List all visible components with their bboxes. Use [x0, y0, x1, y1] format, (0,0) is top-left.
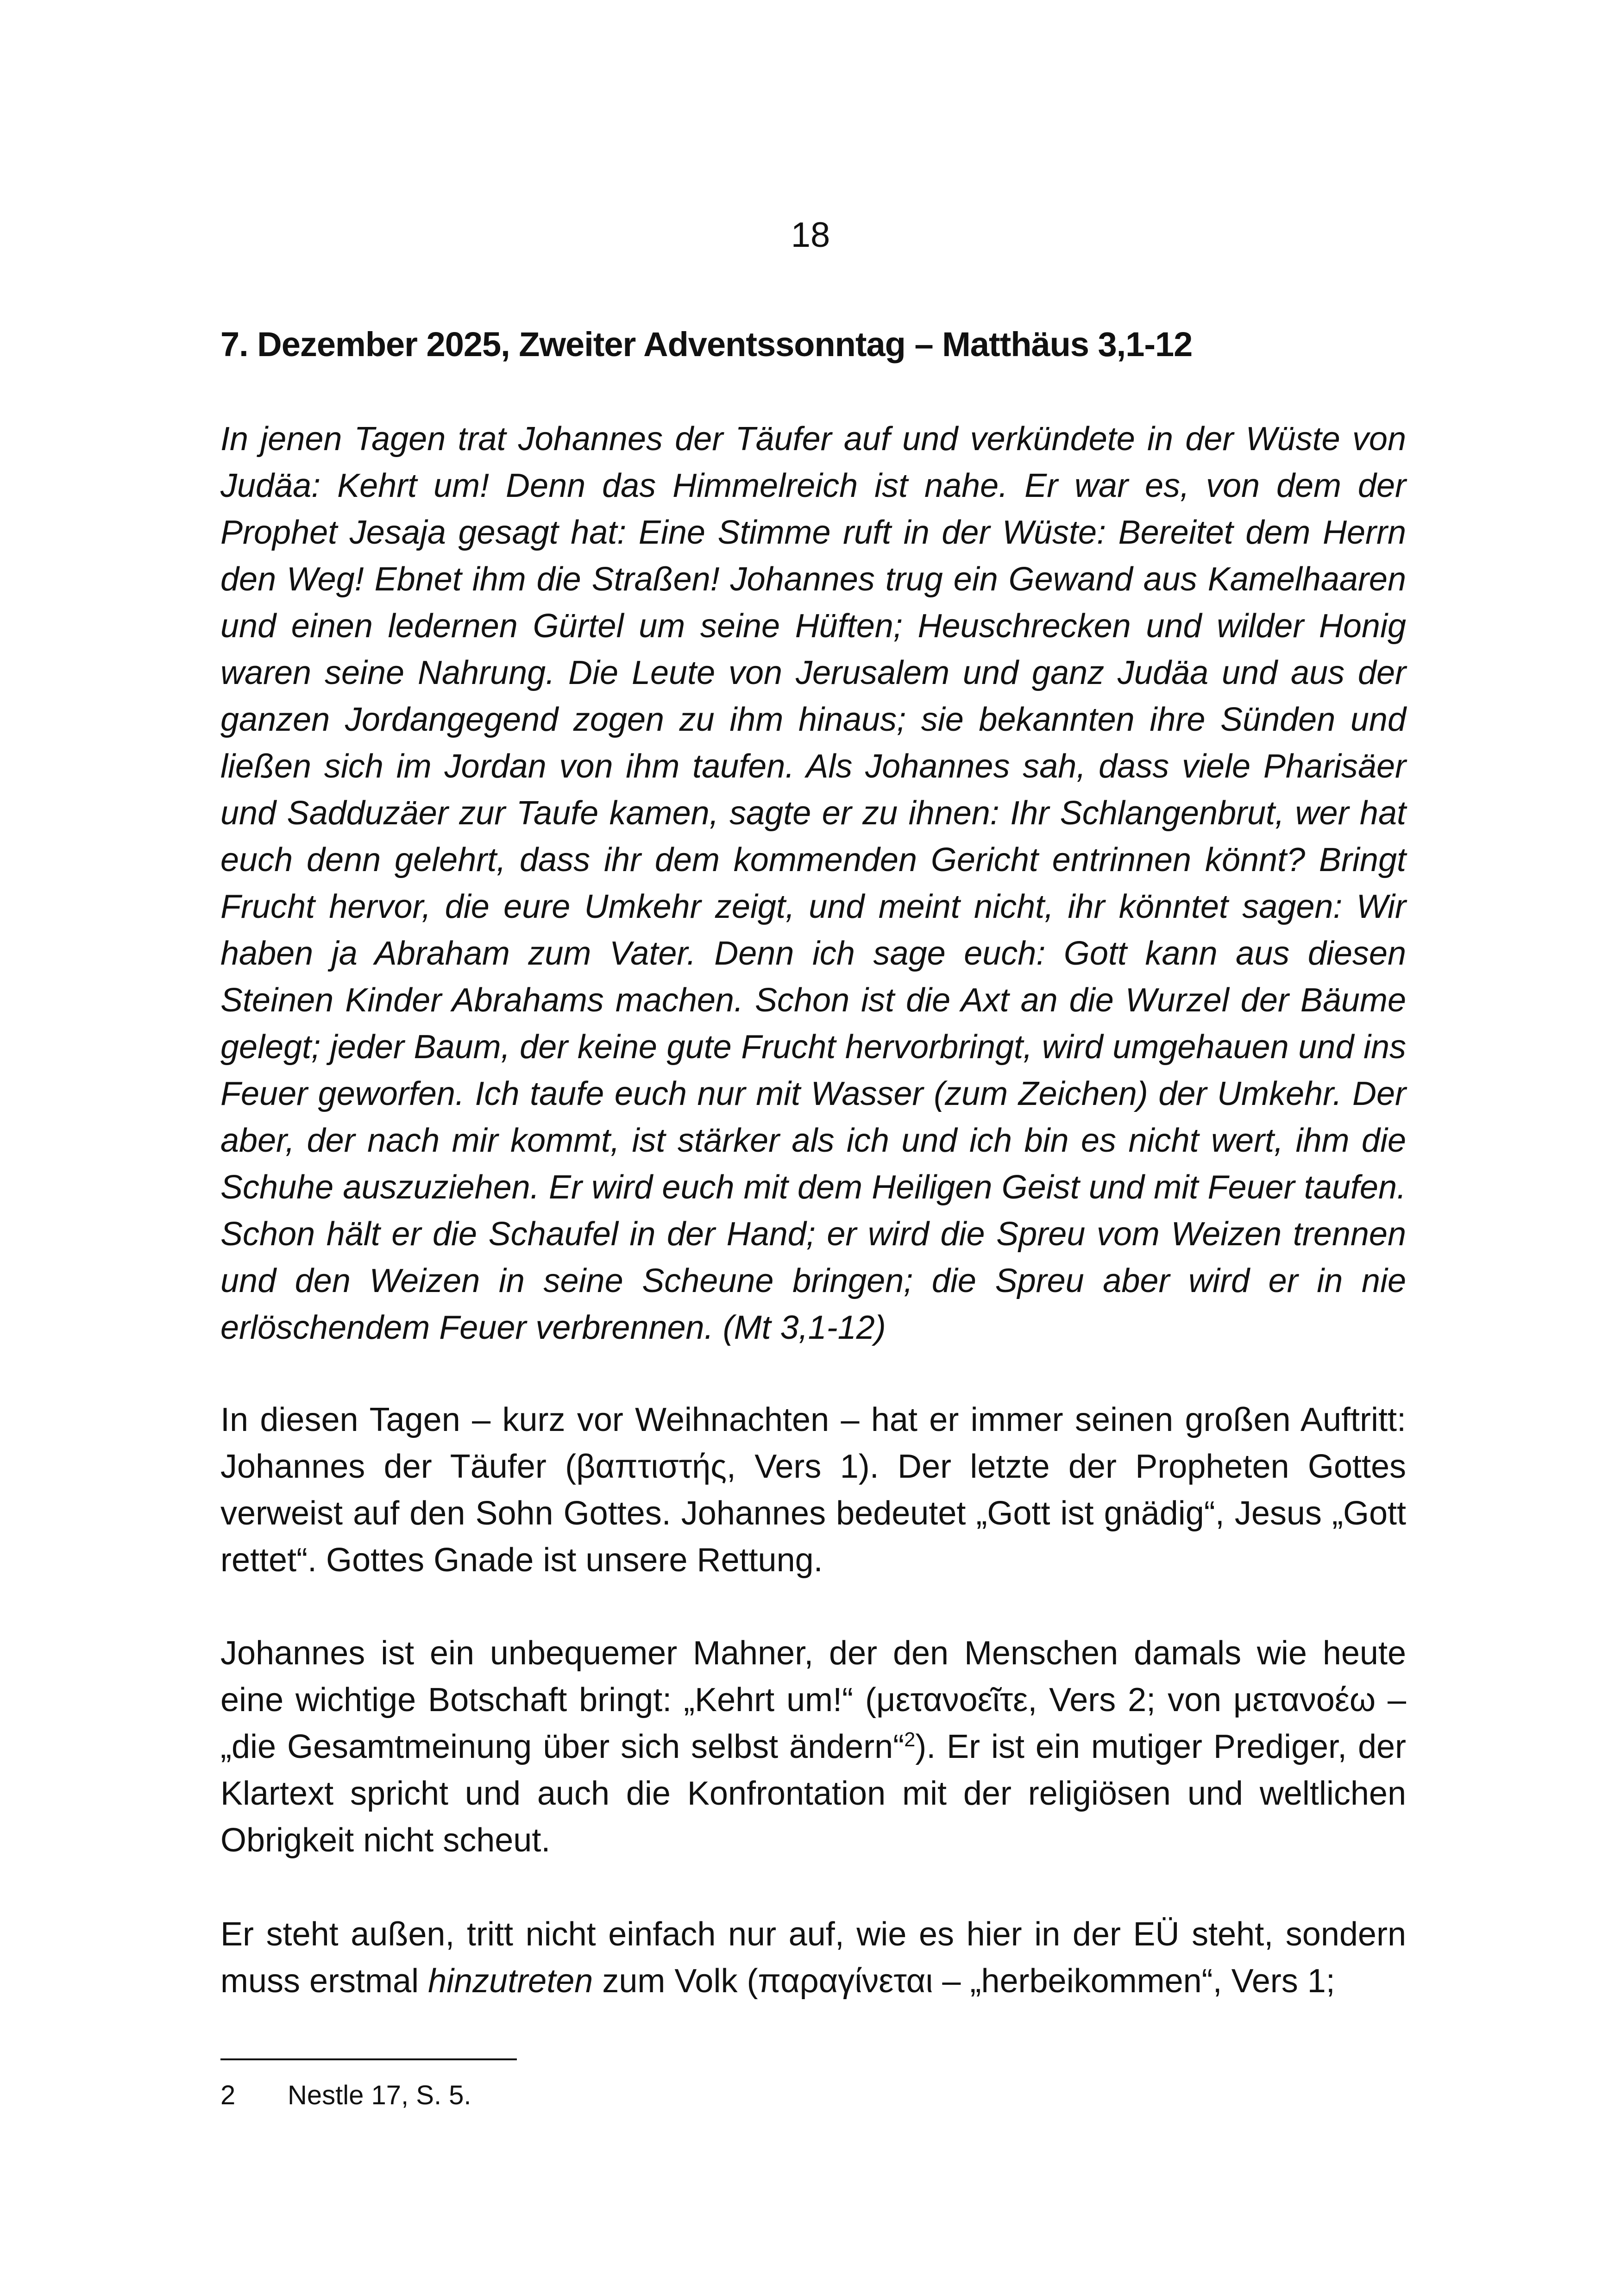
- paragraph-text-end: ). Er ist ein mutiger Prediger, der Klartext spricht und auch die Konfrontation mit der religiösen und weltlichen Obrigkeit nicht scheut.: [220, 1728, 1407, 1859]
- paragraph-text-start: Er steht außen, tritt nicht einfach nur auf, wie es hier in der EÜ steht, sondern muss erstmal: [220, 1916, 1406, 2000]
- page-number: 18: [791, 215, 830, 255]
- scripture-text: In jenen Tagen trat Johannes der Täufer auf und verkündete in der Wüste von Judäa: Kehrt um! Denn das Himmelreich ist nahe. Er war es, von dem der Prophet Jesaja gesagt hat: Eine Stimme ruft in der Wüste: Bereitet dem Herrn den Weg! Ebnet ihm die Straßen! Johannes trug ein Gewand aus Kamelhaaren und einen ledernen Gürtel um seine Hüften; Heuschrecken und wilder Honig waren seine Nahrung. Die Leute von Jerusalem und ganz Judäa und aus der ganzen Jordangegend zogen zu ihm hinaus; sie bekannten ihre Sünden und ließen sich im Jordan von ihm taufen. Als Johannes sah, dass viele Pharisäer und Sadduzäer zur Taufe kamen, sagte er zu ihnen: Ihr Schlangenbrut, wer hat euch denn gelehrt, dass ihr dem kommenden Gericht entrinnen könnt? Bringt Frucht hervor, die eure Umkehr zeigt, und meint nicht, ihr könntet sagen: Wir haben ja Abraham zum Vater. Denn ich sage euch: Gott kann aus diesen Steinen Kinder Abrahams machen. Schon ist die Axt an die Wurzel der Bäume gelegt; jeder Baum, der keine gute Frucht hervorbringt, wird umgehauen und ins Feuer geworfen. Ich taufe euch nur mit Wasser (zum Zeichen) der Umkehr. Der aber, der nach mir kommt, ist stärker als ich und ich bin es nicht wert, ihm die Schuhe auszuziehen. Er wird euch mit dem Heiligen Geist und mit Feuer taufen. Schon hält er die Schaufel in der Hand; er wird die Spreu vom Weizen trennen und den Weizen in seine Scheune bringen; die Spreu aber wird er in nie erlöschendem Feuer verbrennen. (Mt 3,1-12): [220, 420, 1406, 1346]
- paragraph-text: [220, 1630, 1406, 1864]
- paragraph-text: [220, 1911, 1406, 2005]
- body-paragraph-3: [220, 1911, 1406, 2005]
- section-heading: 7. Dezember 2025, Zweiter Adventssonntag – Matthäus 3,1-12: [220, 325, 1193, 364]
- emphasized-word: hinzutreten: [428, 1963, 593, 2000]
- footnote: [220, 2079, 1406, 2112]
- paragraph-text-start: Johannes ist ein unbequemer Mahner, der den Menschen damals wie heute eine wichtige Botschaft bringt: „Kehrt um!“ (μετανοεῖτε, Vers 2; von μετανοέω – „die Gesamtmeinung über sich selbst ändern“: [220, 1635, 1406, 1765]
- paragraph-text: In diesen Tagen – kurz vor Weihnachten – hat er immer seinen großen Auftritt: Johannes der Täufer (βαπτιστής, Vers 1). Der letzte der Propheten Gottes verweist auf den Sohn Gottes. Johannes bedeutet „Gott ist gnädig“, Jesus „Gott rettet“. Gottes Gnade ist unsere Rettung.: [220, 1401, 1406, 1579]
- footnote-reference[interactable]: 2: [904, 1729, 916, 1751]
- paragraph-text-end: zum Volk (παραγίνεται – „herbeikommen“, Vers 1;: [593, 1963, 1335, 2000]
- footnote-text: Nestle 17, S. 5.: [288, 2080, 471, 2110]
- scripture-quote: [220, 416, 1406, 1351]
- body-paragraph-1: [220, 1397, 1406, 1584]
- footnote-number: 2: [220, 2080, 236, 2110]
- footnote-divider: [220, 2058, 517, 2060]
- body-paragraph-2: [220, 1630, 1406, 1864]
